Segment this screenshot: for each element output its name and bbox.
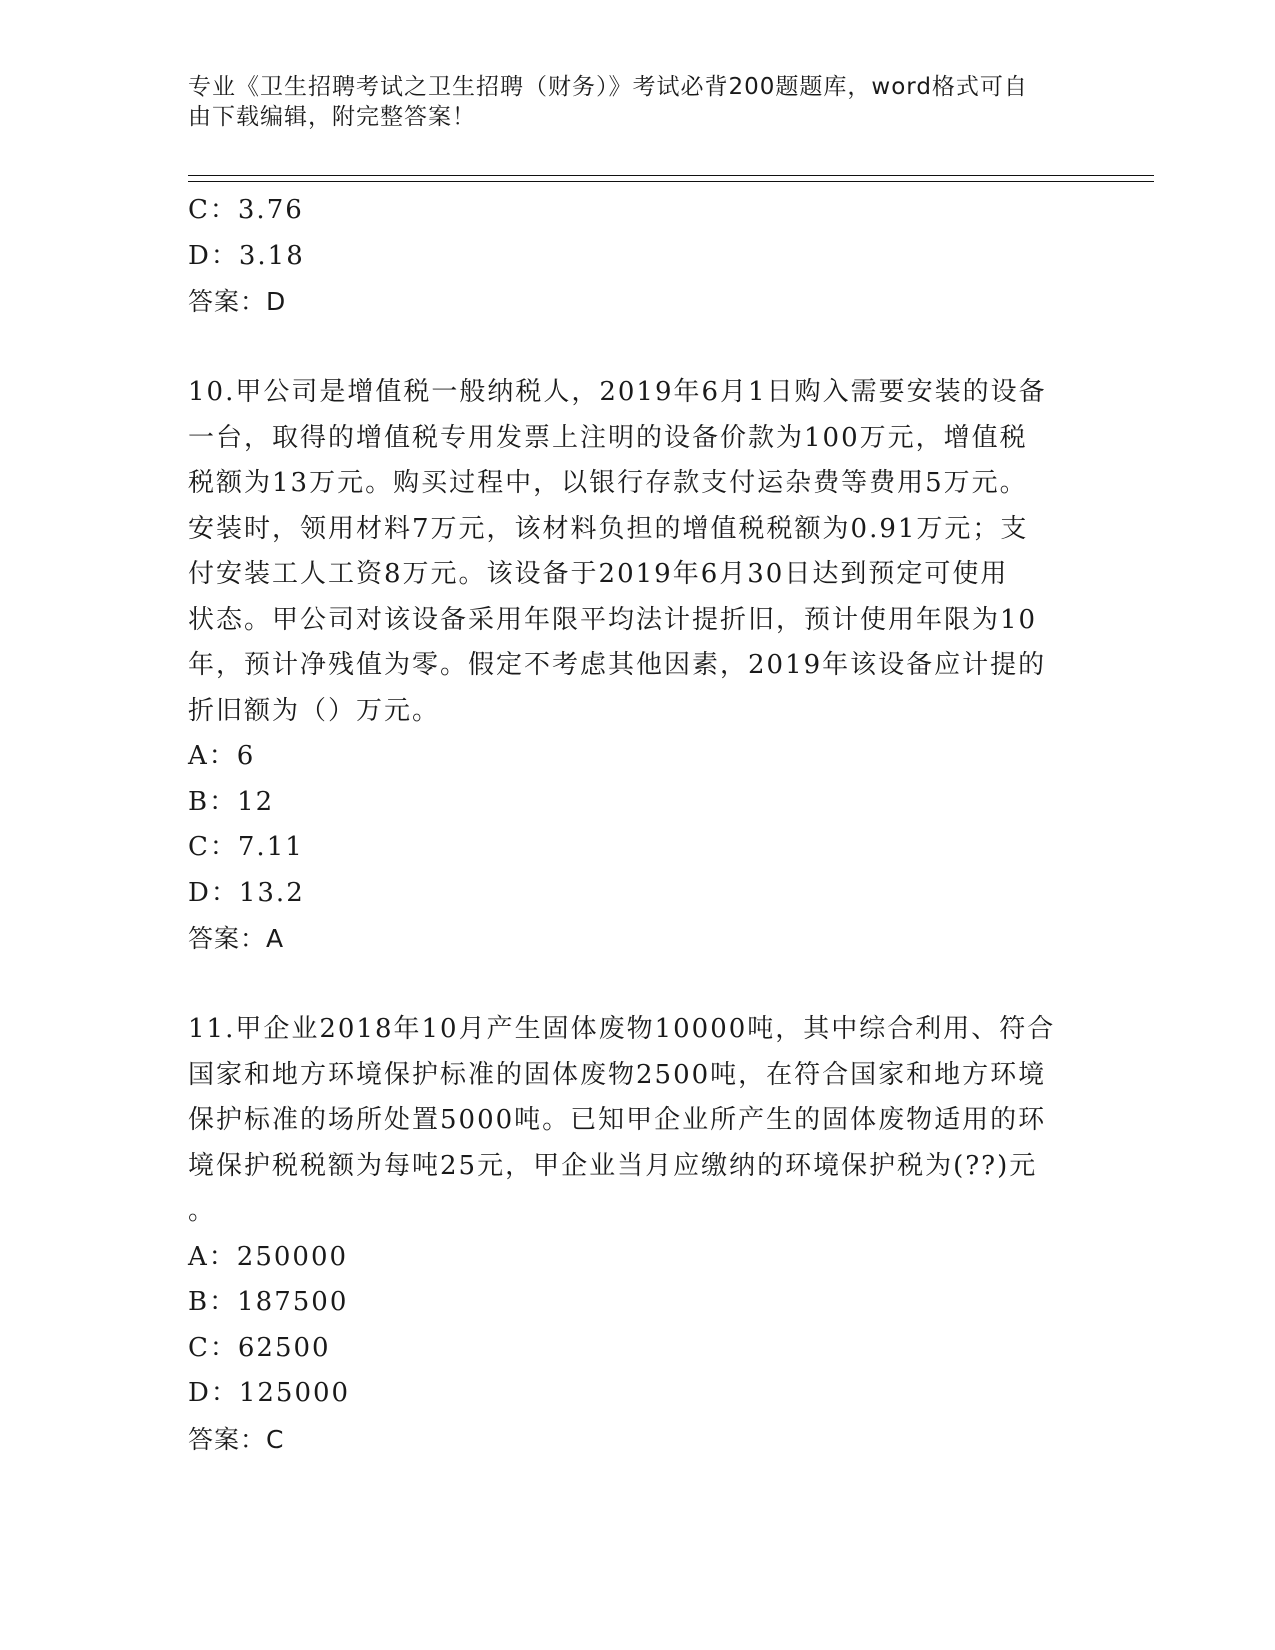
question-stem-line: 保护标准的场所处置5000吨。已知甲企业所产生的固体废物适用的环 xyxy=(188,1105,1047,1135)
question-stem-line: 境保护税税额为每吨25元，甲企业当月应缴纳的环境保护税为(??)元 xyxy=(188,1150,1038,1181)
answer-line: 答案：A xyxy=(188,924,285,953)
answer-line: 答案：D xyxy=(188,287,287,316)
option-d: D：125000 xyxy=(188,1378,351,1408)
option-c: C：7.11 xyxy=(188,832,304,862)
question-stem-line: 状态。甲公司对该设备采用年限平均法计提折旧，预计使用年限为10 xyxy=(188,604,1038,635)
option-d: D：13.2 xyxy=(188,877,305,908)
option-b: B：187500 xyxy=(188,1287,349,1317)
option-a: A：250000 xyxy=(188,1241,349,1272)
header-divider-top xyxy=(188,175,1154,176)
option-c: C：3.76 xyxy=(188,195,304,225)
question-11 xyxy=(188,1007,1088,1462)
header-title-line-1: 专业《卫生招聘考试之卫生招聘（财务）》考试必背200题题库，word格式可自 xyxy=(188,74,1028,100)
page-header xyxy=(188,72,1088,132)
question-stem-line: 安装时，领用材料7万元，该材料负担的增值税税额为0.91万元；支 xyxy=(188,513,1029,544)
option-a: A：6 xyxy=(188,741,256,771)
question-stem-line: 。 xyxy=(188,1196,217,1226)
spacer xyxy=(188,962,1088,1008)
option-d: D：3.18 xyxy=(188,240,305,271)
question-stem-line: 年，预计净残值为零。假定不考虑其他因素，2019年该设备应计提的 xyxy=(188,650,1047,680)
document-body xyxy=(188,188,1088,1462)
header-divider-bottom xyxy=(188,181,1154,182)
question-stem-line: 折旧额为（）万元。 xyxy=(188,695,441,726)
question-stem-line: 11.甲企业2018年10月产生固体废物10000吨，其中综合利用、符合 xyxy=(188,1014,1056,1044)
question-stem-line: 一台，取得的增值税专用发票上注明的设备价款为100万元，增值税 xyxy=(188,422,1028,453)
option-b: B：12 xyxy=(188,786,275,817)
question-stem-line: 税额为13万元。购买过程中，以银行存款支付运杂费等费用5万元。 xyxy=(188,468,1028,498)
question-10 xyxy=(188,370,1088,962)
question-stem-line: 付安装工人工资8万元。该设备于2019年6月30日达到预定可使用 xyxy=(188,559,1009,589)
previous-question xyxy=(188,188,1088,325)
question-stem-line: 国家和地方环境保护标准的固体废物2500吨，在符合国家和地方环境 xyxy=(188,1059,1047,1090)
question-stem-line: 10.甲公司是增值税一般纳税人，2019年6月1日购入需要安装的设备 xyxy=(188,377,1047,407)
option-c: C：62500 xyxy=(188,1332,331,1363)
header-title-line-2: 由下载编辑，附完整答案！ xyxy=(188,104,476,130)
spacer xyxy=(188,325,1088,371)
answer-line: 答案：C xyxy=(188,1424,285,1454)
